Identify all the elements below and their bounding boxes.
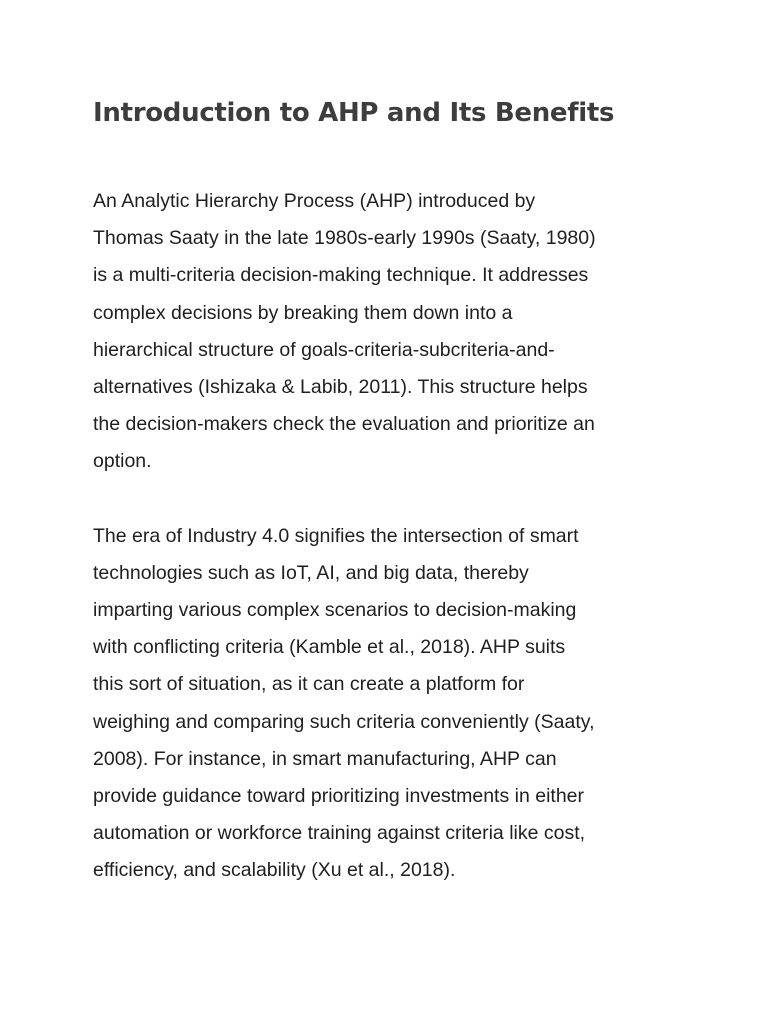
paragraph-line: provide guidance toward prioritizing investments in either [93, 785, 585, 808]
paragraph-line: automation or workforce training against criteria like cost, [93, 822, 586, 845]
paragraph-line: alternatives (Ishizaka & Labib, 2011). This structure helps [93, 376, 588, 399]
paragraph-line: efficiency, and scalability (Xu et al., 2018). [93, 859, 456, 882]
article [93, 94, 685, 890]
paragraph-line: The era of Industry 4.0 signifies the intersection of smart [93, 524, 579, 547]
paragraph-line: Thomas Saaty in the late 1980s-early 1990s (Saaty, 1980) [93, 227, 596, 250]
paragraph-line: An Analytic Hierarchy Process (AHP) introduced by [93, 190, 536, 212]
paragraph-line: is a multi-criteria decision-making technique. It addresses [93, 264, 589, 287]
paragraph-line: 2008). For instance, in smart manufacturing, AHP can [93, 747, 557, 770]
paragraph-line: weighing and comparing such criteria conveniently (Saaty, [93, 710, 595, 733]
paragraph-line: the decision-makers check the evaluation and prioritize an [93, 413, 595, 436]
paragraph-ahp-definition [93, 183, 685, 481]
page-title: Introduction to AHP and Its Benefits [93, 98, 615, 128]
paragraph-line: option. [93, 450, 152, 473]
paragraph-line: this sort of situation, as it can create a platform for [93, 673, 525, 696]
paragraph-line: complex decisions by breaking them down into a [93, 301, 513, 324]
paragraph-line: technologies such as IoT, AI, and big data, thereby [93, 561, 529, 584]
paragraph-line: imparting various complex scenarios to decision-making [93, 599, 577, 622]
paragraph-industry-4 [93, 518, 685, 890]
paragraph-line: with conflicting criteria (Kamble et al., 2018). AHP suits [93, 636, 566, 659]
paragraph-line: hierarchical structure of goals-criteria-subcriteria-and- [93, 338, 555, 361]
